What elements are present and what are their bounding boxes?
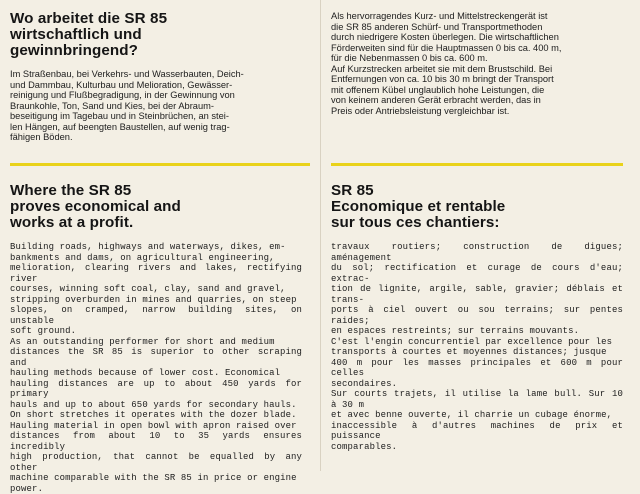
body-line: C'est l'engin concurrentiel par excellence pour les [331,337,623,348]
body-line: Building roads, highways and waterways, dikes, em- [10,242,302,253]
center-gutter [320,0,321,471]
section-german [10,11,302,143]
body-line: Entfernungen von ca. 10 bis 30 m bringt der Transport [331,74,623,85]
body-line: 400 m pour les masses principales et 600 m pour celles [331,358,623,379]
body-line: Sur courts trajets, il utilise la lame bull. Sur 10 à 30 m [331,389,623,410]
german-body-continued [331,11,623,116]
body-line: en espaces restreints; sur terrains mouvants. [331,326,623,337]
body-line: Förderweiten sind für die Hauptmassen 0 bis ca. 400 m, [331,43,623,54]
heading-line: proves economical and [10,199,302,215]
heading-line: SR 85 [331,183,623,199]
english-heading [10,183,302,231]
body-line: hauling methods because of lower cost. Economical [10,368,302,379]
body-line: high production, that cannot be equalled by any other [10,452,302,473]
body-line: slopes, on cramped, narrow building sites, on unstable [10,305,302,326]
heading-line: gewinnbringend? [10,43,302,59]
french-body [331,242,623,452]
english-body [10,242,302,494]
body-line: beseitigung im Tagebau und in Steinbrüchen, an stei- [10,111,302,122]
body-line: für die Nebenmassen 0 bis ca. 600 m. [331,53,623,64]
body-line: len Hängen, auf beengten Baustellen, auf wenig trag- [10,122,302,133]
body-line: durch niedrigere Kosten überlegen. Die wirtschaftlichen [331,32,623,43]
heading-line: sur tous ces chantiers: [331,215,623,231]
divider-rule-left [10,163,310,166]
body-line: stripping overburden in mines and quarries, on steep [10,295,302,306]
section-french [331,183,623,452]
body-line: und Dammbau, Kulturbau und Melioration, Gewässer- [10,80,302,91]
body-line: courses, winning soft coal, clay, sand and gravel, [10,284,302,295]
body-line: comparables. [331,442,623,453]
body-line: travaux routiers; construction de digues; aménagement [331,242,623,263]
german-heading [10,11,302,59]
body-line: bankments and dams, on agricultural engineering, [10,253,302,264]
french-heading [331,183,623,231]
body-line: distances from about 10 to 35 yards ensures incredibly [10,431,302,452]
heading-line: Wo arbeitet die SR 85 [10,11,302,27]
body-line: power. [10,484,302,494]
body-line: Hauling material in open bowl with apron raised over [10,421,302,432]
body-line: du sol; rectification et curage de cours d'eau; extrac- [331,263,623,284]
body-line: On short stretches it operates with the dozer blade. [10,410,302,421]
section-english [10,183,302,494]
body-line: et avec benne ouverte, il charrie un cubage énorme, [331,410,623,421]
body-line: As an outstanding performer for short and medium [10,337,302,348]
body-line: machine comparable with the SR 85 in price or engine [10,473,302,484]
body-line: fähigen Böden. [10,132,302,143]
body-line: die SR 85 anderen Schürf- und Transportmethoden [331,22,623,33]
body-line: Auf Kurzstrecken arbeitet sie mit dem Brustschild. Bei [331,64,623,75]
body-line: distances the SR 85 is superior to other scraping and [10,347,302,368]
body-line: Preis oder Antriebsleistung vergleichbar ist. [331,106,623,117]
body-line: reinigung und Flußbegradigung, in der Gewinnung von [10,90,302,101]
body-line: Als hervorragendes Kurz- und Mittelstreckengerät ist [331,11,623,22]
heading-line: works at a profit. [10,215,302,231]
body-line: mit offenem Kübel unglaublich hohe Leistungen, die [331,85,623,96]
body-line: melioration, clearing rivers and lakes, rectifying river [10,263,302,284]
body-line: Braunkohle, Ton, Sand und Kies, bei der Abraum- [10,101,302,112]
body-line: transports à courtes et moyennes distances; jusque [331,347,623,358]
heading-line: Economique et rentable [331,199,623,215]
heading-line: wirtschaftlich und [10,27,302,43]
body-line: Im Straßenbau, bei Verkehrs- und Wasserbauten, Deich- [10,69,302,80]
body-line: soft ground. [10,326,302,337]
body-line: secondaires. [331,379,623,390]
body-line: hauling distances are up to about 450 yards for primary [10,379,302,400]
body-line: hauls and up to about 650 yards for secondary hauls. [10,400,302,411]
heading-line: Where the SR 85 [10,183,302,199]
divider-rule-right [331,163,623,166]
body-line: von keinem anderen Gerät erbracht werden, das in [331,95,623,106]
section-german-continued [331,11,623,116]
german-body [10,69,302,143]
body-line: tion de lignite, argile, sable, gravier; déblais et trans- [331,284,623,305]
body-line: ports à ciel ouvert ou sou terrains; sur pentes raides; [331,305,623,326]
body-line: inaccessible à d'autres machines de prix et puissance [331,421,623,442]
